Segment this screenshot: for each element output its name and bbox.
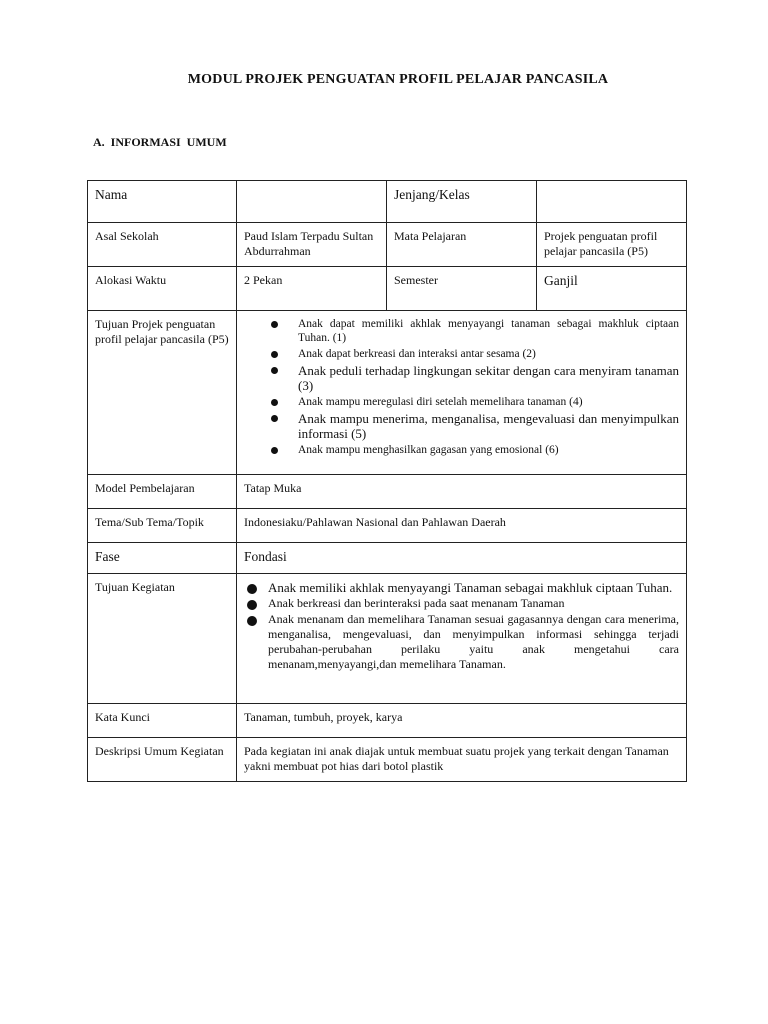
table-row: [88, 738, 687, 782]
table-row: [88, 223, 687, 267]
jenjang-label: Jenjang/Kelas: [387, 181, 537, 223]
nama-label: Nama: [88, 181, 237, 223]
table-row: [88, 181, 687, 223]
alokasi-waktu-value: 2 Pekan: [237, 267, 387, 311]
list-item: Anak berkreasi dan berinteraksi pada saat menanam Tanaman: [244, 596, 679, 611]
deskripsi-value: Pada kegiatan ini anak diajak untuk membuat suatu projek yang terkait dengan Tanaman yakni membuat pot hias dari botol plastik: [237, 738, 687, 782]
table-row: [88, 311, 687, 475]
table-row: [88, 267, 687, 311]
kata-kunci-value: Tanaman, tumbuh, proyek, karya: [237, 704, 687, 738]
semester-value: Ganjil: [537, 267, 687, 311]
list-item: Anak mampu menerima, menganalisa, mengevaluasi dan menyimpulkan informasi (5): [271, 411, 679, 441]
nama-value: [237, 181, 387, 223]
asal-sekolah-value: Paud Islam Terpadu Sultan Abdurrahman: [237, 223, 387, 267]
list-item: Anak mampu meregulasi diri setelah memelihara tanaman (4): [271, 395, 679, 409]
semester-label: Semester: [387, 267, 537, 311]
tujuan-kegiatan-list: [244, 580, 679, 672]
list-item: Anak peduli terhadap lingkungan sekitar dengan cara menyiram tanaman (3): [271, 363, 679, 393]
list-item: Anak dapat memiliki akhlak menyayangi tanaman sebagai makhluk ciptaan Tuhan. (1): [271, 317, 679, 345]
section-heading: A. INFORMASI UMUM: [93, 135, 227, 149]
kata-kunci-label: Kata Kunci: [88, 704, 237, 738]
fase-label: Fase: [88, 543, 237, 574]
tujuan-kegiatan-cell: [237, 574, 687, 704]
mata-pelajaran-value: Projek penguatan profil pelajar pancasila (P5): [537, 223, 687, 267]
model-pembelajaran-label: Model Pembelajaran: [88, 475, 237, 509]
jenjang-value: [537, 181, 687, 223]
table-row: [88, 543, 687, 574]
tujuan-projek-list: [244, 317, 679, 457]
tujuan-projek-label: Tujuan Projek penguatan profil pelajar pancasila (P5): [88, 311, 237, 475]
alokasi-waktu-label: Alokasi Waktu: [88, 267, 237, 311]
list-item: Anak dapat berkreasi dan interaksi antar sesama (2): [271, 347, 679, 361]
deskripsi-label: Deskripsi Umum Kegiatan: [88, 738, 237, 782]
tema-label: Tema/Sub Tema/Topik: [88, 509, 237, 543]
table-row: [88, 574, 687, 704]
mata-pelajaran-label: Mata Pelajaran: [387, 223, 537, 267]
tema-value: Indonesiaku/Pahlawan Nasional dan Pahlawan Daerah: [237, 509, 687, 543]
tujuan-projek-cell: [237, 311, 687, 475]
table-row: [88, 704, 687, 738]
asal-sekolah-label: Asal Sekolah: [88, 223, 237, 267]
fase-value: Fondasi: [237, 543, 687, 574]
table-row: [88, 475, 687, 509]
info-table: [87, 180, 687, 782]
model-pembelajaran-value: Tatap Muka: [237, 475, 687, 509]
list-item: Anak menanam dan memelihara Tanaman sesuai gagasannya dengan cara menerima, menganalisa, mengevaluasi, dan menyimpulkan informasi sehingga terjadi perubahan-perubahan perilaku yaitu anak mengetahui cara menanam,menyayangi,dan memelihara Tanaman.: [244, 612, 679, 672]
document-title: MODUL PROJEK PENGUATAN PROFIL PELAJAR PANCASILA: [187, 72, 609, 87]
list-item: Anak mampu menghasilkan gagasan yang emosional (6): [271, 443, 679, 457]
table-row: [88, 509, 687, 543]
list-item: Anak memiliki akhlak menyayangi Tanaman sebagai makhluk ciptaan Tuhan.: [244, 580, 679, 595]
tujuan-kegiatan-label: Tujuan Kegiatan: [88, 574, 237, 704]
